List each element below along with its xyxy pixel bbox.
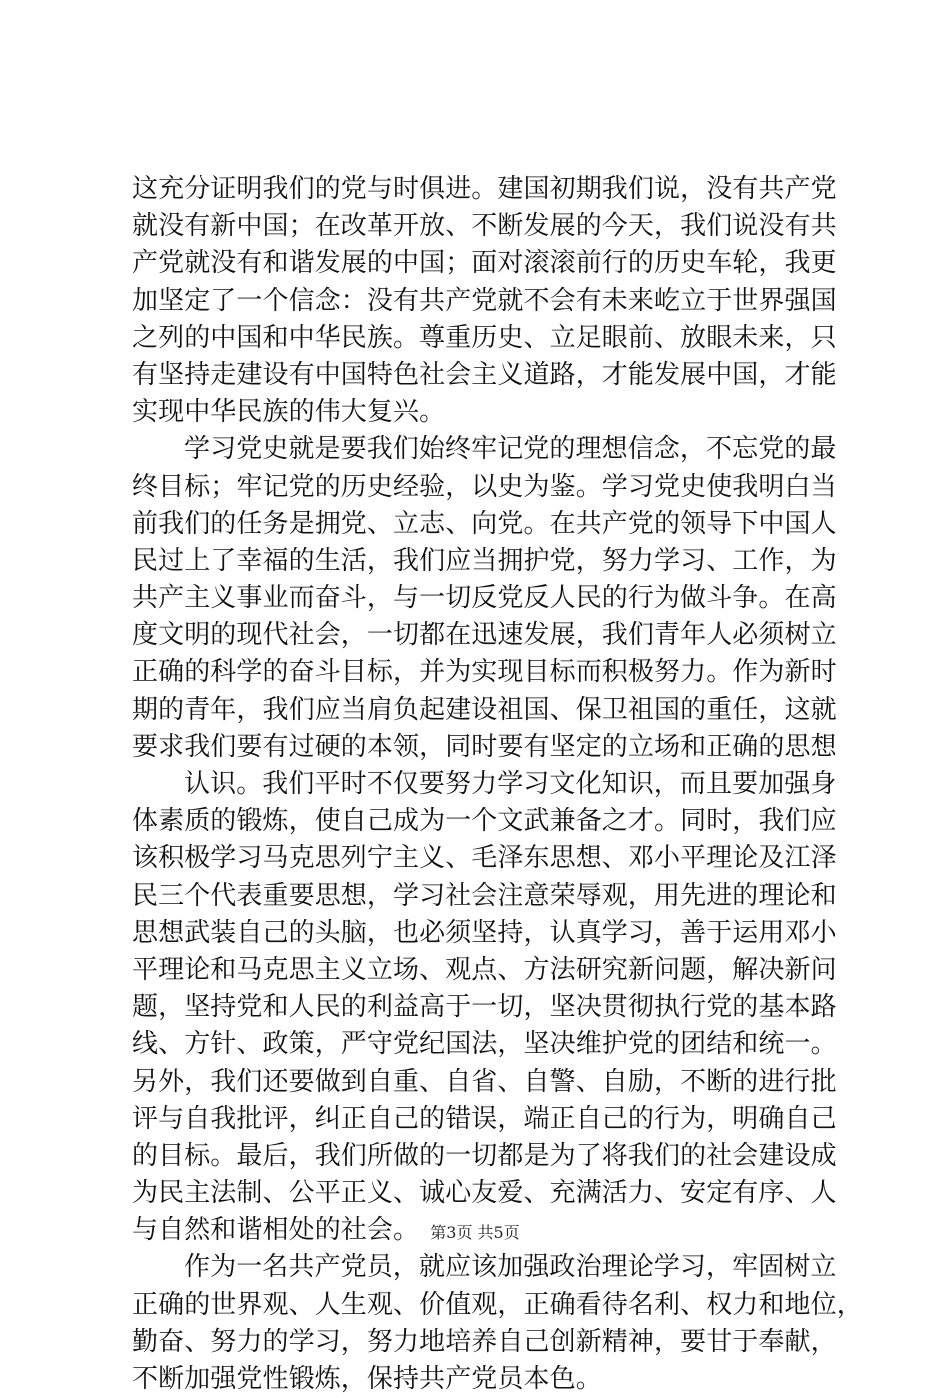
document-body [132,171,863,1398]
paragraph-1 [132,171,837,431]
text-line: 共产主义事业而奋斗，与一切反党反人民的行为做斗争。在高 [132,583,837,614]
text-line: 期的青年，我们应当肩负起建设祖国、保卫祖国的重任，这就 [132,694,837,725]
text-line: 这充分证明我们的党与时俱进。建国初期我们说，没有共产党 [132,174,837,204]
paragraph-4 [132,1249,863,1398]
text-line: 评与自我批评，纠正自己的错误，端正自己的行为，明确自己 [132,1103,837,1134]
text-line-first: 作为一名共产党员，就应该加强政治理论学习，牢固树立 [184,1252,837,1283]
text-line: 体素质的锻炼，使自己成为一个文武兼备之才。同时，我们应 [132,806,837,837]
text-line: 正确的世界观、人生观、价值观，正确看待名利、权力和地位， [132,1289,863,1320]
text-line: 终目标；牢记党的历史经验，以史为鉴。学习党史使我明白当 [132,471,837,502]
text-line: 题，坚持党和人民的利益高于一切，坚决贯彻执行党的基本路 [132,992,837,1023]
text-line: 要求我们要有过硬的本领，同时要有坚定的立场和正确的思想 [132,731,837,762]
text-line: 该积极学习马克思列宁主义、毛泽东思想、邓小平理论及江泽 [132,843,837,874]
text-line-first: 认识。我们平时不仅要努力学习文化知识，而且要加强身 [184,769,837,799]
text-line: 正确的科学的奋斗目标，并为实现目标而积极努力。作为新时 [132,657,837,688]
text-line: 之列的中国和中华民族。尊重历史、立足眼前、放眼未来，只 [132,322,837,353]
text-line: 民过上了幸福的生活，我们应当拥护党，努力学习、工作，为 [132,545,837,576]
text-line: 为民主法制、公平正义、诚心友爱、充满活力、安定有序、人 [132,1178,837,1209]
page-number-footer: 第3页 共5页 [430,1223,520,1242]
text-line: 线、方针、政策，严守党纪国法，坚决维护党的团结和统一。 [132,1029,837,1060]
text-line: 加坚定了一个信念：没有共产党就不会有未来屹立于世界强国 [132,285,837,316]
paragraph-2 [132,431,837,766]
text-line: 与自然和谐相处的社会。 [132,1215,420,1246]
text-line: 实现中华民族的伟大复兴。 [132,397,446,428]
text-line: 度文明的现代社会，一切都在迅速发展，我们青年人必须树立 [132,620,837,651]
text-line: 另外，我们还要做到自重、自省、自警、自励，不断的进行批 [132,1066,837,1097]
text-line: 勤奋、努力的学习，努力地培养自己创新精神，要甘于奉献， [132,1326,837,1357]
paragraph-3 [132,766,837,1249]
text-line: 思想武装自己的头脑，也必须坚持，认真学习，善于运用邓小 [132,917,837,948]
text-line: 就没有新中国；在改革开放、不断发展的今天，我们说没有共 [132,211,837,242]
text-line: 平理论和马克思主义立场、观点、方法研究新问题，解决新问 [132,954,837,985]
text-line-first: 学习党史就是要我们始终牢记党的理想信念，不忘党的最 [184,434,837,465]
text-line: 产党就没有和谐发展的中国；面对滚滚前行的历史车轮，我更 [132,248,837,279]
text-line: 不断加强党性锻炼，保持共产党员本色。 [132,1364,602,1394]
text-line: 的目标。最后，我们所做的一切都是为了将我们的社会建设成 [132,1140,837,1171]
text-line: 民三个代表重要思想，学习社会注意荣辱观，用先进的理论和 [132,880,837,911]
text-line: 前我们的任务是拥党、立志、向党。在共产党的领导下中国人 [132,508,837,539]
text-line: 有坚持走建设有中国特色社会主义道路，才能发展中国，才能 [132,359,837,390]
